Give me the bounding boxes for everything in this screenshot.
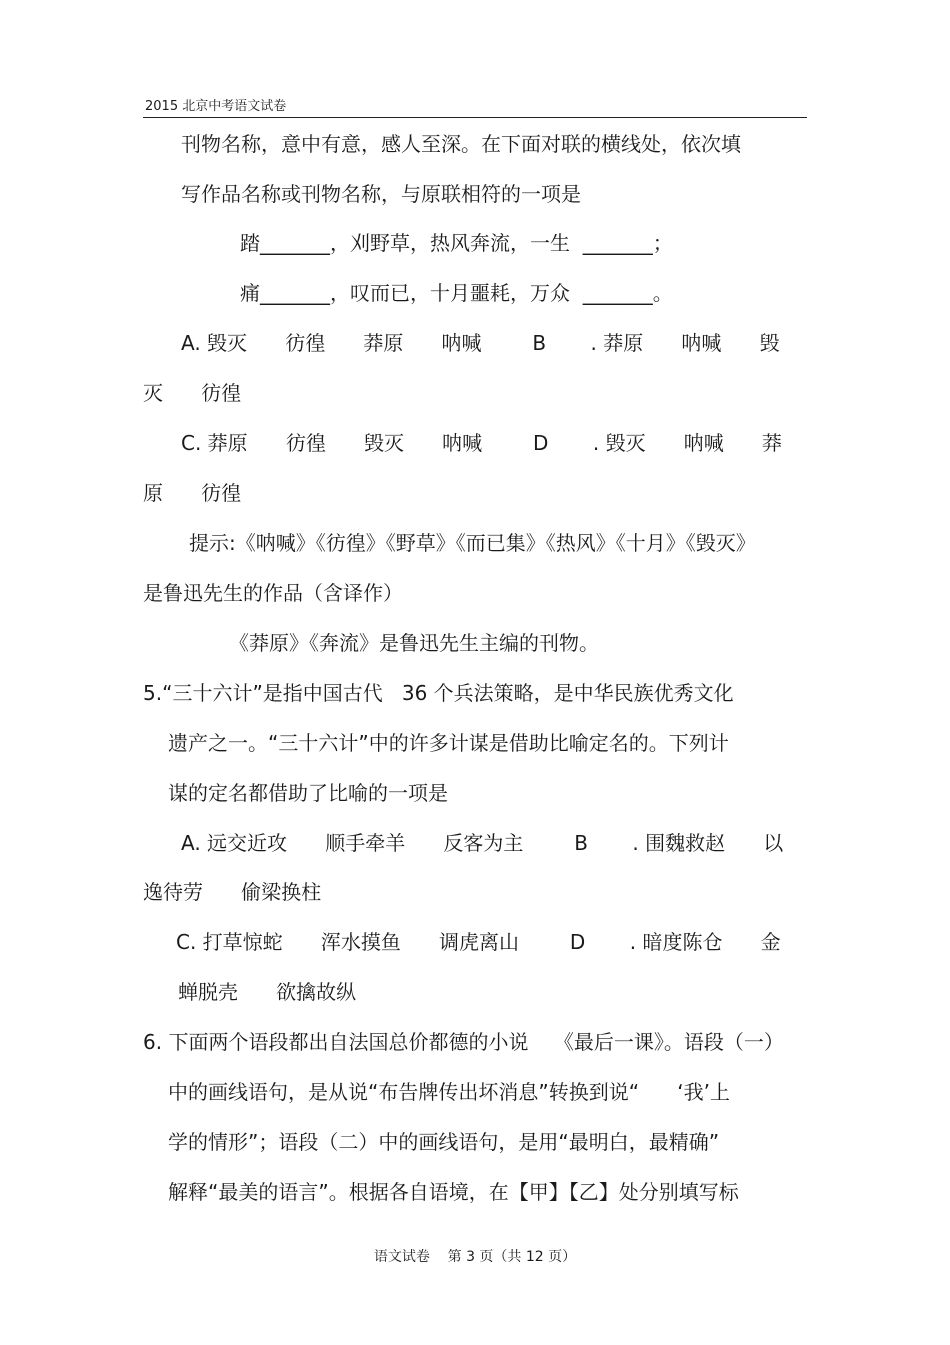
page-header-title: 2015 北京中考语文试卷 <box>145 99 287 114</box>
question-line: 谋的定名都借助了比喻的一项是 <box>168 781 448 805</box>
option-line: C. 莽原 彷徨 毁灭 呐喊 D . 毁灭 呐喊 莽 <box>181 431 782 455</box>
option-line: A. 毁灭 彷徨 莽原 呐喊 B . 莽原 呐喊 毁 <box>181 331 780 355</box>
page-footer: 语文试卷 第 3 页（共 12 页） <box>373 1249 577 1265</box>
text-line: 踏_______，刈野草，热风奔流，一生 _______； <box>240 231 673 255</box>
option-line: 灭 彷徨 <box>143 381 242 405</box>
question-line: 中的画线语句，是从说“布告牌传出坏消息”转换到说“ ‘我’上 <box>168 1080 730 1104</box>
hint-line: 是鲁迅先生的作品（含译作） <box>143 581 403 605</box>
text-line: 刊物名称，意中有意，感人至深。在下面对联的横线处，依次填 <box>181 132 741 156</box>
text-line: 痛_______，叹而已，十月噩耗，万众 _______。 <box>240 281 673 305</box>
option-line: 蝉脱壳 欲擒故纵 <box>178 980 357 1004</box>
question-line: 遗产之一。“三十六计”中的许多计谋是借助比喻定名的。下列计 <box>168 731 729 755</box>
question-line: 5.“三十六计”是指中国古代 36 个兵法策略，是中华民族优秀文化 <box>143 681 734 705</box>
hint-line: 《莽原》《奔流》是鲁迅先生主编的刊物。 <box>229 631 599 655</box>
hint-line: 提示:《呐喊》《彷徨》《野草》《而已集》《热风》《十月》《毁灭》 <box>189 531 756 555</box>
header-rule <box>143 117 807 118</box>
option-line: A. 远交近攻 顺手牵羊 反客为主 B . 围魏救赵 以 <box>181 831 784 855</box>
question-line: 6. 下面两个语段都出自法国总价都德的小说 《最后一课》。语段（一） <box>143 1030 784 1054</box>
option-line: C. 打草惊蛇 浑水摸鱼 调虎离山 D . 暗度陈仓 金 <box>176 930 781 954</box>
option-line: 逸待劳 偷梁换柱 <box>143 880 322 904</box>
text-line: 写作品名称或刊物名称，与原联相符的一项是 <box>181 182 581 206</box>
question-line: 学的情形”；语段（二）中的画线语句，是用“最明白，最精确” <box>168 1130 720 1154</box>
option-line: 原 彷徨 <box>143 481 242 505</box>
question-line: 解释“最美的语言”。根据各自语境，在【甲】【乙】处分别填写标 <box>168 1180 739 1204</box>
